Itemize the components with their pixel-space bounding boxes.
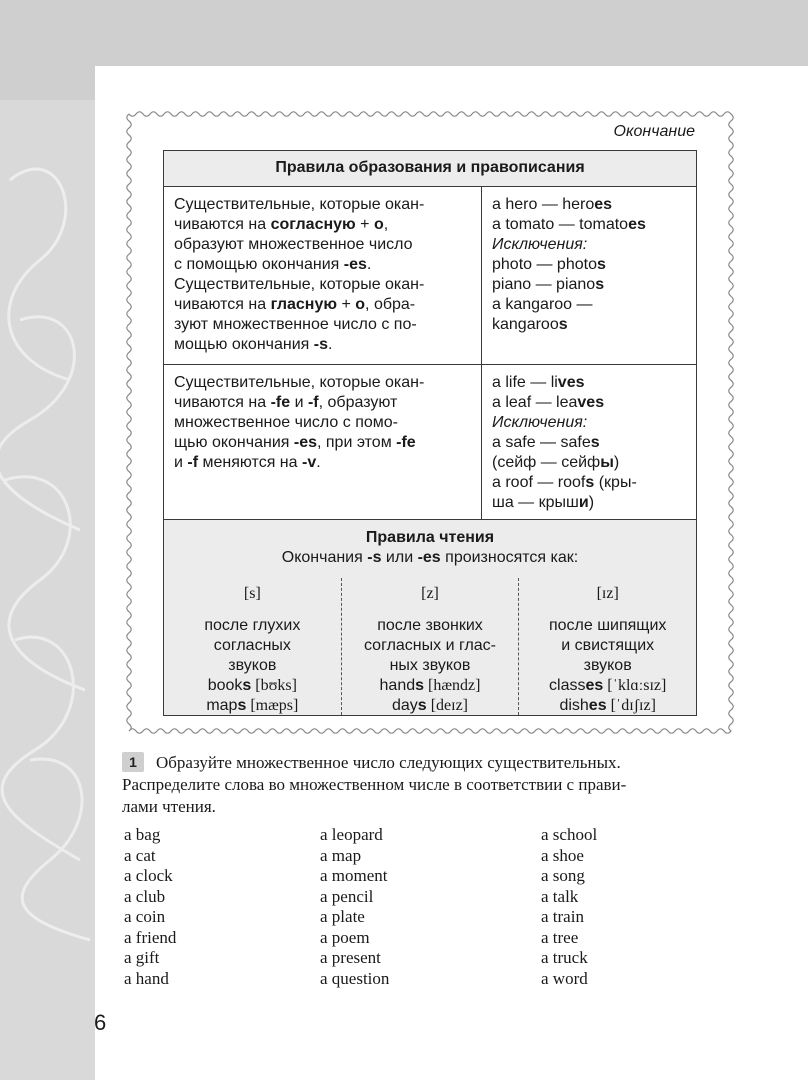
exercise-line: [122, 752, 737, 774]
text-line: мощью окончания -s.: [174, 336, 333, 353]
text-line: и свистящих: [561, 637, 655, 654]
text-line: согласных и глас-: [364, 637, 497, 654]
text-line: ша — крыши): [492, 494, 595, 511]
word-item: a coin: [124, 907, 166, 926]
text-line: a kangaroo —: [492, 296, 593, 313]
pronunciation-column-z: [341, 578, 519, 715]
text-line: образуют множественное число: [174, 236, 413, 253]
text-line: Существительные, которые окан-: [174, 374, 425, 391]
word-item: a shoe: [541, 845, 584, 865]
page-number: 6: [94, 1010, 107, 1035]
column-text: [519, 616, 696, 716]
text-line: согласных: [213, 637, 291, 654]
text-line: a hero — heroes: [492, 196, 613, 213]
text-line: hands [hændz]: [379, 677, 481, 694]
word-item: a hand: [124, 968, 169, 988]
word-item: a cat: [124, 845, 156, 865]
word-item: a school: [541, 825, 598, 844]
spelling-rules-table: [163, 150, 697, 523]
rule-description: [164, 187, 482, 365]
text-line: days [deɪz]: [392, 697, 469, 714]
pronunciation-column-iz: [518, 578, 696, 715]
text-line: звуков: [228, 657, 277, 674]
text-line: с помощью окончания -es.: [174, 256, 372, 273]
text-line: и -f меняются на -v.: [174, 454, 321, 471]
text-line: piano — pianos: [492, 276, 605, 293]
word-item: a song: [541, 866, 585, 885]
word-item: a moment: [320, 866, 388, 885]
rule-description: [164, 365, 482, 523]
rule-examples: [482, 187, 697, 365]
word-item: a map: [320, 845, 362, 865]
word-item: a tree: [541, 927, 579, 947]
ipa-symbol: [ɪz]: [596, 585, 619, 602]
text-line: kangaroos: [492, 316, 568, 333]
text-line: maps [mæps]: [206, 697, 299, 714]
text-line: после звонких: [377, 617, 483, 634]
decorative-scribble-pattern: [0, 60, 110, 960]
text-line: a tomato — tomatoes: [492, 216, 646, 233]
text-line: чиваются на согласную + о,: [174, 216, 389, 233]
word-item: a gift: [124, 948, 160, 967]
word-item: a poem: [320, 927, 370, 947]
reading-rules-box: [163, 519, 697, 716]
text-line: a life — lives: [492, 374, 585, 391]
exercise-text: Образуйте множественное число следующих существительных.: [156, 753, 621, 772]
exercise-instructions: [122, 752, 737, 818]
reading-rules-subtitle: Окончания -s или -es произносятся как:: [281, 549, 579, 566]
text-line: после глухих: [204, 617, 301, 634]
exercise-line: лами чтения.: [122, 797, 216, 816]
text-line: Существительные, которые окан-: [174, 196, 425, 213]
table-row: [164, 187, 697, 365]
exercise-number-badge: 1: [122, 752, 144, 772]
rules-table-title: Правила образования и правописания: [164, 151, 697, 187]
text-line: a safe — safes: [492, 434, 600, 451]
word-item: a club: [124, 886, 166, 906]
ipa-symbol: [s]: [243, 585, 261, 602]
pronunciation-columns: [164, 578, 696, 715]
word-item: a question: [320, 968, 390, 988]
text-line: Исключения:: [492, 236, 588, 253]
text-line: звуков: [583, 657, 632, 674]
word-item: a train: [541, 907, 584, 926]
word-item: a present: [320, 948, 381, 967]
word-list-column-3: [541, 825, 597, 989]
word-item: a plate: [320, 907, 365, 926]
text-line: множественное число с помо-: [174, 414, 398, 431]
word-item: a friend: [124, 927, 177, 947]
text-line: чиваются на -fe и -f, образуют: [174, 394, 398, 411]
column-text: [164, 616, 341, 716]
text-line: Существительные, которые окан-: [174, 276, 425, 293]
reading-rules-title: Правила чтения: [365, 529, 495, 546]
text-line: Исключения:: [492, 414, 588, 431]
table-row: [164, 365, 697, 523]
text-line: dishes [ˈdɪʃɪz]: [559, 697, 656, 714]
pronunciation-column-s: [164, 578, 341, 715]
text-line: чиваются на гласную + о, обра-: [174, 296, 416, 313]
text-line: photo — photos: [492, 256, 606, 273]
continuation-label: Окончание: [613, 123, 695, 140]
ipa-symbol: [z]: [421, 585, 439, 602]
text-line: (сейф — сейфы): [492, 454, 620, 471]
word-item: a word: [541, 968, 588, 988]
exercise-line: Распределите слова во множественном числе в соответствии с прави-: [122, 775, 627, 794]
word-list-column-2: [320, 825, 389, 989]
text-line: зуют множественное число с по-: [174, 316, 417, 333]
text-line: a roof — roofs (кры-: [492, 474, 637, 491]
word-list-column-1: [124, 825, 176, 989]
word-item: a pencil: [320, 886, 374, 906]
text-line: после шипящих: [548, 617, 667, 634]
word-item: a leopard: [320, 825, 383, 844]
text-line: щью окончания -es, при этом -fe: [174, 434, 416, 451]
rule-examples: [482, 365, 697, 523]
word-item: a talk: [541, 886, 579, 906]
text-line: ных звуков: [389, 657, 471, 674]
text-line: classes [ˈklɑːsɪz]: [549, 677, 667, 694]
word-item: a truck: [541, 948, 588, 967]
word-item: a bag: [124, 825, 161, 844]
word-item: a clock: [124, 866, 173, 885]
column-text: [342, 616, 519, 716]
text-line: books [bʊks]: [207, 677, 297, 694]
text-line: a leaf — leaves: [492, 394, 605, 411]
